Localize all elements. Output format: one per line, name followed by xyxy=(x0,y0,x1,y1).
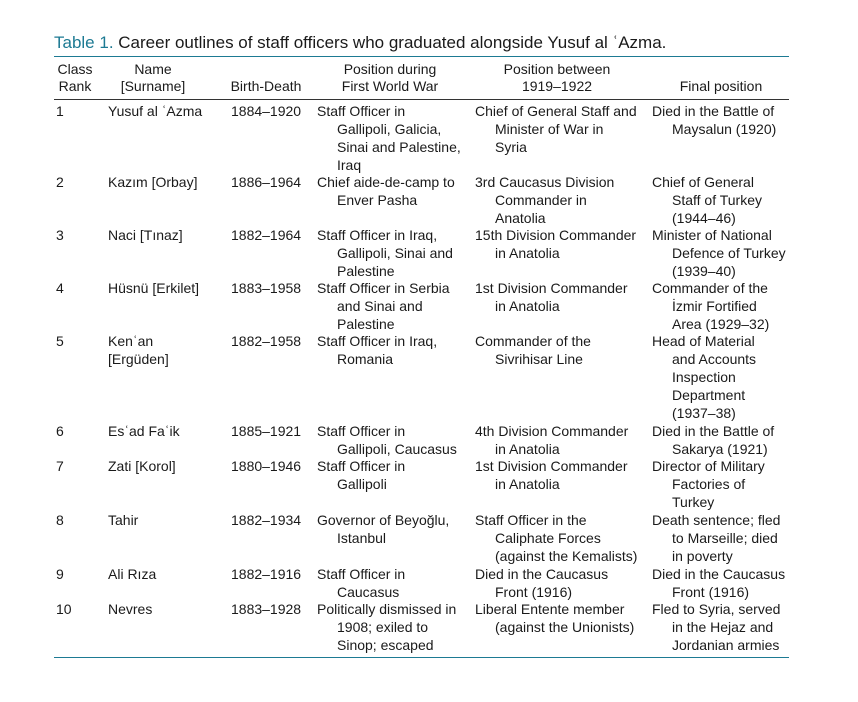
cell-years: 1886–1964 xyxy=(231,174,302,190)
cell-between xyxy=(475,422,655,458)
cell-ww1-line: Staff Officer in xyxy=(317,458,406,474)
cell-rank: 9 xyxy=(56,566,64,582)
cell-ww1-line: Staff Officer in Serbia xyxy=(317,280,450,296)
cell-rank: 5 xyxy=(56,333,64,349)
cell-final-line: Area (1929–32) xyxy=(672,316,770,332)
cell-ww1 xyxy=(317,332,477,368)
cell-final-line: in poverty xyxy=(672,548,733,564)
cell-name-line: Nevres xyxy=(108,601,153,617)
cell-between xyxy=(475,600,655,636)
cell-between-line: Died in the Caucasus xyxy=(475,566,609,582)
cell-ww1 xyxy=(317,422,477,458)
cell-final xyxy=(652,600,802,654)
header-birth-death xyxy=(218,61,314,95)
cell-between-line: Sivrihisar Line xyxy=(495,351,583,367)
cell-years: 1883–1958 xyxy=(231,280,302,296)
cell-between-line: 1st Division Commander xyxy=(475,458,628,474)
cell-between-line: (against the Unionists) xyxy=(495,619,635,635)
cell-final-line: Fled to Syria, served xyxy=(652,601,781,617)
cell-between-line: 4th Division Commander xyxy=(475,423,629,439)
cell-between-line: Chief of General Staff and xyxy=(475,103,637,119)
cell-final-line: Jordanian armies xyxy=(672,637,780,653)
header-birth-death-line: Birth-Death xyxy=(230,78,302,94)
cell-rank: 4 xyxy=(56,280,64,296)
cell-final-line: Death sentence; fled xyxy=(652,512,781,528)
cell-final xyxy=(652,457,802,511)
header-class-rank-line: Rank xyxy=(58,78,92,94)
cell-between-line: in Anatolia xyxy=(495,441,560,457)
cell-between-line: in Anatolia xyxy=(495,476,560,492)
cell-ww1-line: Chief aide-de-camp to xyxy=(317,174,455,190)
header-name xyxy=(100,61,206,95)
cell-years: 1883–1928 xyxy=(231,601,302,617)
cell-ww1 xyxy=(317,565,477,601)
header-between-line: 1919–1922 xyxy=(521,78,593,94)
cell-final-line: Turkey xyxy=(672,494,715,510)
cell-final-line: İzmir Fortified xyxy=(672,298,757,314)
cell-rank: 2 xyxy=(56,174,64,190)
cell-final xyxy=(652,332,802,422)
cell-final-line: Director of Military xyxy=(652,458,765,474)
cell-final xyxy=(652,102,802,138)
cell-final-line: Died in the Caucasus xyxy=(652,566,786,582)
header-final xyxy=(650,61,792,95)
cell-years: 1882–1958 xyxy=(231,333,302,349)
cell-name xyxy=(108,102,216,120)
cell-rank: 3 xyxy=(56,227,64,243)
cell-name xyxy=(108,565,216,583)
cell-name xyxy=(108,511,216,529)
cell-between-line: Staff Officer in the xyxy=(475,512,587,528)
cell-years: 1884–1920 xyxy=(231,103,302,119)
cell-between xyxy=(475,565,655,601)
cell-final-line: Defence of Turkey xyxy=(672,245,786,261)
cell-final-line: Front (1916) xyxy=(672,584,750,600)
cell-name-line: Hüsnü [Erkilet] xyxy=(108,280,200,296)
table-title: Career outlines of staff officers who graduated alongside Yusuf al ʿAzma. xyxy=(118,33,667,52)
cell-final-line: to Marseille; died xyxy=(672,530,778,546)
cell-name xyxy=(108,457,216,475)
cell-between xyxy=(475,102,655,156)
cell-final xyxy=(652,511,802,565)
cell-name-line: Tahir xyxy=(108,512,139,528)
cell-ww1-line: Gallipoli, Caucasus xyxy=(337,441,457,457)
cell-final-line: Head of Material xyxy=(652,333,755,349)
cell-final xyxy=(652,565,802,601)
table-label: Table 1. xyxy=(54,33,114,52)
cell-between-line: 15th Division Commander xyxy=(475,227,637,243)
cell-ww1-line: Palestine xyxy=(337,316,395,332)
cell-ww1 xyxy=(317,511,477,547)
cell-years: 1882–1934 xyxy=(231,512,302,528)
cell-ww1-line: Enver Pasha xyxy=(337,192,418,208)
header-between-line: Position between xyxy=(503,61,611,77)
cell-ww1-line: Sinai and Palestine, xyxy=(337,139,461,155)
cell-name xyxy=(108,422,216,440)
header-ww1-line: Position during xyxy=(343,61,437,77)
cell-final xyxy=(652,422,802,458)
cell-ww1-line: Staff Officer in xyxy=(317,423,406,439)
cell-final-line: Chief of General xyxy=(652,174,754,190)
cell-ww1 xyxy=(317,226,477,280)
cell-between-line: Commander of the xyxy=(475,333,591,349)
cell-final-line: Died in the Battle of xyxy=(652,423,775,439)
cell-ww1 xyxy=(317,279,477,333)
cell-final-line: Maysalun (1920) xyxy=(672,121,777,137)
cell-between xyxy=(475,511,655,565)
cell-between-line: 1st Division Commander xyxy=(475,280,628,296)
cell-between-line: Caliphate Forces xyxy=(495,530,601,546)
cell-years: 1885–1921 xyxy=(231,423,302,439)
cell-between-line: in Anatolia xyxy=(495,298,560,314)
cell-ww1-line: Istanbul xyxy=(337,530,387,546)
cell-final xyxy=(652,226,802,280)
cell-final-line: in the Hejaz and xyxy=(672,619,774,635)
cell-between xyxy=(475,279,655,315)
cell-between-line: Commander in xyxy=(495,192,587,208)
cell-rank: 6 xyxy=(56,423,64,439)
cell-between xyxy=(475,173,655,227)
header-ww1 xyxy=(316,61,464,95)
cell-between-line: Minister of War in xyxy=(495,121,604,137)
cell-between-line: (against the Kemalists) xyxy=(495,548,638,564)
cell-ww1-line: Staff Officer in xyxy=(317,566,406,582)
cell-between xyxy=(475,457,655,493)
header-birth-death-line xyxy=(218,61,314,78)
cell-ww1-line: Staff Officer in Iraq, xyxy=(317,227,438,243)
bottom-rule xyxy=(54,657,789,658)
cell-ww1-line: Gallipoli xyxy=(337,476,387,492)
header-between xyxy=(468,61,646,95)
cell-name-line: Yusuf al ʿAzma xyxy=(108,103,203,119)
cell-ww1-line: Caucasus xyxy=(337,584,400,600)
cell-ww1-line: Iraq xyxy=(337,157,362,173)
cell-name-line: Esʿad Faʿik xyxy=(108,423,180,439)
cell-between-line: Syria xyxy=(495,139,527,155)
cell-final-line: (1937–38) xyxy=(672,405,736,421)
cell-rank: 10 xyxy=(56,601,72,617)
cell-ww1 xyxy=(317,600,477,654)
header-name-line: [Surname] xyxy=(120,78,186,94)
cell-final-line: Inspection xyxy=(672,369,736,385)
cell-name xyxy=(108,279,216,297)
cell-ww1 xyxy=(317,102,477,174)
cell-ww1-line: Gallipoli, Sinai and xyxy=(337,245,453,261)
cell-final xyxy=(652,173,802,227)
cell-final xyxy=(652,279,802,333)
cell-ww1-line: Staff Officer in xyxy=(317,103,406,119)
header-rule xyxy=(54,99,789,100)
header-name-line: Name xyxy=(134,61,172,77)
cell-final-line: Staff of Turkey xyxy=(672,192,763,208)
cell-between-line: 3rd Caucasus Division xyxy=(475,174,615,190)
header-final-line: Final position xyxy=(679,78,763,94)
cell-rank: 1 xyxy=(56,103,64,119)
cell-between-line: Front (1916) xyxy=(495,584,573,600)
cell-ww1 xyxy=(317,457,477,493)
cell-name xyxy=(108,600,216,618)
cell-final-line: Department xyxy=(672,387,746,403)
cell-rank: 7 xyxy=(56,458,64,474)
cell-ww1-line: Staff Officer in Iraq, xyxy=(317,333,438,349)
cell-name-line: Ali Rıza xyxy=(108,566,157,582)
table-caption xyxy=(54,33,666,53)
cell-name-line: Kenʿan xyxy=(108,333,154,349)
cell-between-line: Liberal Entente member xyxy=(475,601,625,617)
cell-final-line: Factories of xyxy=(672,476,746,492)
cell-name xyxy=(108,173,216,191)
cell-ww1-line: Sinop; escaped xyxy=(337,637,434,653)
cell-final-line: Sakarya (1921) xyxy=(672,441,768,457)
cell-between-line: Anatolia xyxy=(495,210,546,226)
header-final-line xyxy=(650,61,792,78)
cell-final-line: (1944–46) xyxy=(672,210,736,226)
cell-years: 1880–1946 xyxy=(231,458,302,474)
cell-years: 1882–1916 xyxy=(231,566,302,582)
cell-between-line: in Anatolia xyxy=(495,245,560,261)
cell-ww1-line: Gallipoli, Galicia, xyxy=(337,121,442,137)
cell-name xyxy=(108,332,216,368)
cell-between xyxy=(475,332,655,368)
cell-ww1-line: Romania xyxy=(337,351,394,367)
cell-rank: 8 xyxy=(56,512,64,528)
cell-name-line: Zati [Korol] xyxy=(108,458,176,474)
cell-final-line: Died in the Battle of xyxy=(652,103,775,119)
cell-ww1-line: Governor of Beyoğlu, xyxy=(317,512,450,528)
cell-final-line: and Accounts xyxy=(672,351,757,367)
top-rule xyxy=(54,56,789,57)
cell-years: 1882–1964 xyxy=(231,227,302,243)
cell-ww1-line: Palestine xyxy=(337,263,395,279)
cell-final-line: Minister of National xyxy=(652,227,772,243)
cell-name-line: Naci [Tınaz] xyxy=(108,227,183,243)
cell-name-line: [Ergüden] xyxy=(108,351,169,367)
cell-ww1-line: 1908; exiled to xyxy=(337,619,429,635)
cell-between xyxy=(475,226,655,262)
cell-name xyxy=(108,226,216,244)
header-class-rank xyxy=(54,61,96,95)
cell-ww1 xyxy=(317,173,477,209)
cell-ww1-line: and Sinai and xyxy=(337,298,423,314)
cell-final-line: (1939–40) xyxy=(672,263,736,279)
header-class-rank-line: Class xyxy=(57,61,93,77)
cell-name-line: Kazım [Orbay] xyxy=(108,174,198,190)
cell-ww1-line: Politically dismissed in xyxy=(317,601,457,617)
cell-final-line: Commander of the xyxy=(652,280,768,296)
header-ww1-line: First World War xyxy=(341,78,439,94)
